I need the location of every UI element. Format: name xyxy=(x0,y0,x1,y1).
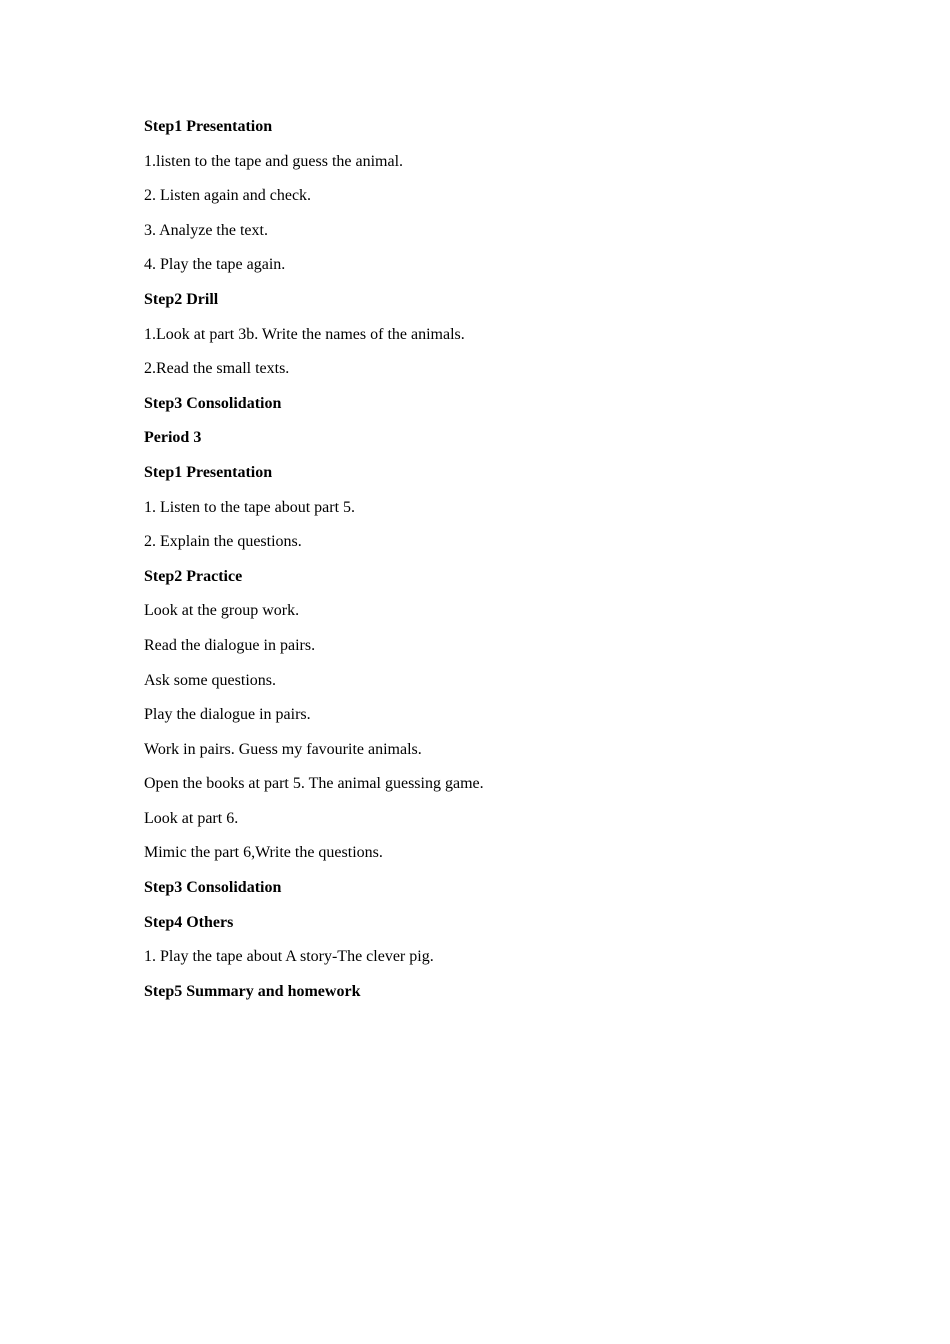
body-text-line: Work in pairs. Guess my favourite animals. xyxy=(144,740,422,758)
body-text-line: Ask some questions. xyxy=(144,671,276,689)
body-text-line: Open the books at part 5. The animal guessing game. xyxy=(144,775,484,793)
body-text-line: Play the dialogue in pairs. xyxy=(144,706,311,724)
body-text-line: 3. Analyze the text. xyxy=(144,221,268,239)
document-body xyxy=(144,116,844,1015)
section-heading: Step3 Consolidation xyxy=(144,879,282,897)
body-text-line: Look at the group work. xyxy=(144,602,300,620)
body-text-line: Mimic the part 6,Write the questions. xyxy=(144,844,383,862)
section-heading: Step4 Others xyxy=(144,913,234,931)
body-text-line: 2. Explain the questions. xyxy=(144,533,302,551)
body-text-line: 2.Read the small texts. xyxy=(144,360,290,378)
section-heading: Step2 Drill xyxy=(144,290,219,308)
section-heading: Step2 Practice xyxy=(144,567,243,585)
body-text-line: 1. Listen to the tape about part 5. xyxy=(144,498,356,516)
body-text-line: 4. Play the tape again. xyxy=(144,256,286,274)
body-text-line: Read the dialogue in pairs. xyxy=(144,636,316,654)
body-text-line: 1. Play the tape about A story-The clever pig. xyxy=(144,948,434,966)
section-heading: Step3 Consolidation xyxy=(144,394,282,412)
section-heading: Step1 Presentation xyxy=(144,118,273,135)
body-text-line: Look at part 6. xyxy=(144,809,239,827)
section-heading: Step1 Presentation xyxy=(144,463,273,481)
body-text-line: 1.Look at part 3b. Write the names of the animals. xyxy=(144,325,465,343)
section-heading: Step5 Summary and homework xyxy=(144,982,361,1000)
body-text-line: 1.listen to the tape and guess the animal. xyxy=(144,152,404,170)
section-heading: Period 3 xyxy=(144,429,202,447)
body-text-line: 2. Listen again and check. xyxy=(144,187,312,205)
